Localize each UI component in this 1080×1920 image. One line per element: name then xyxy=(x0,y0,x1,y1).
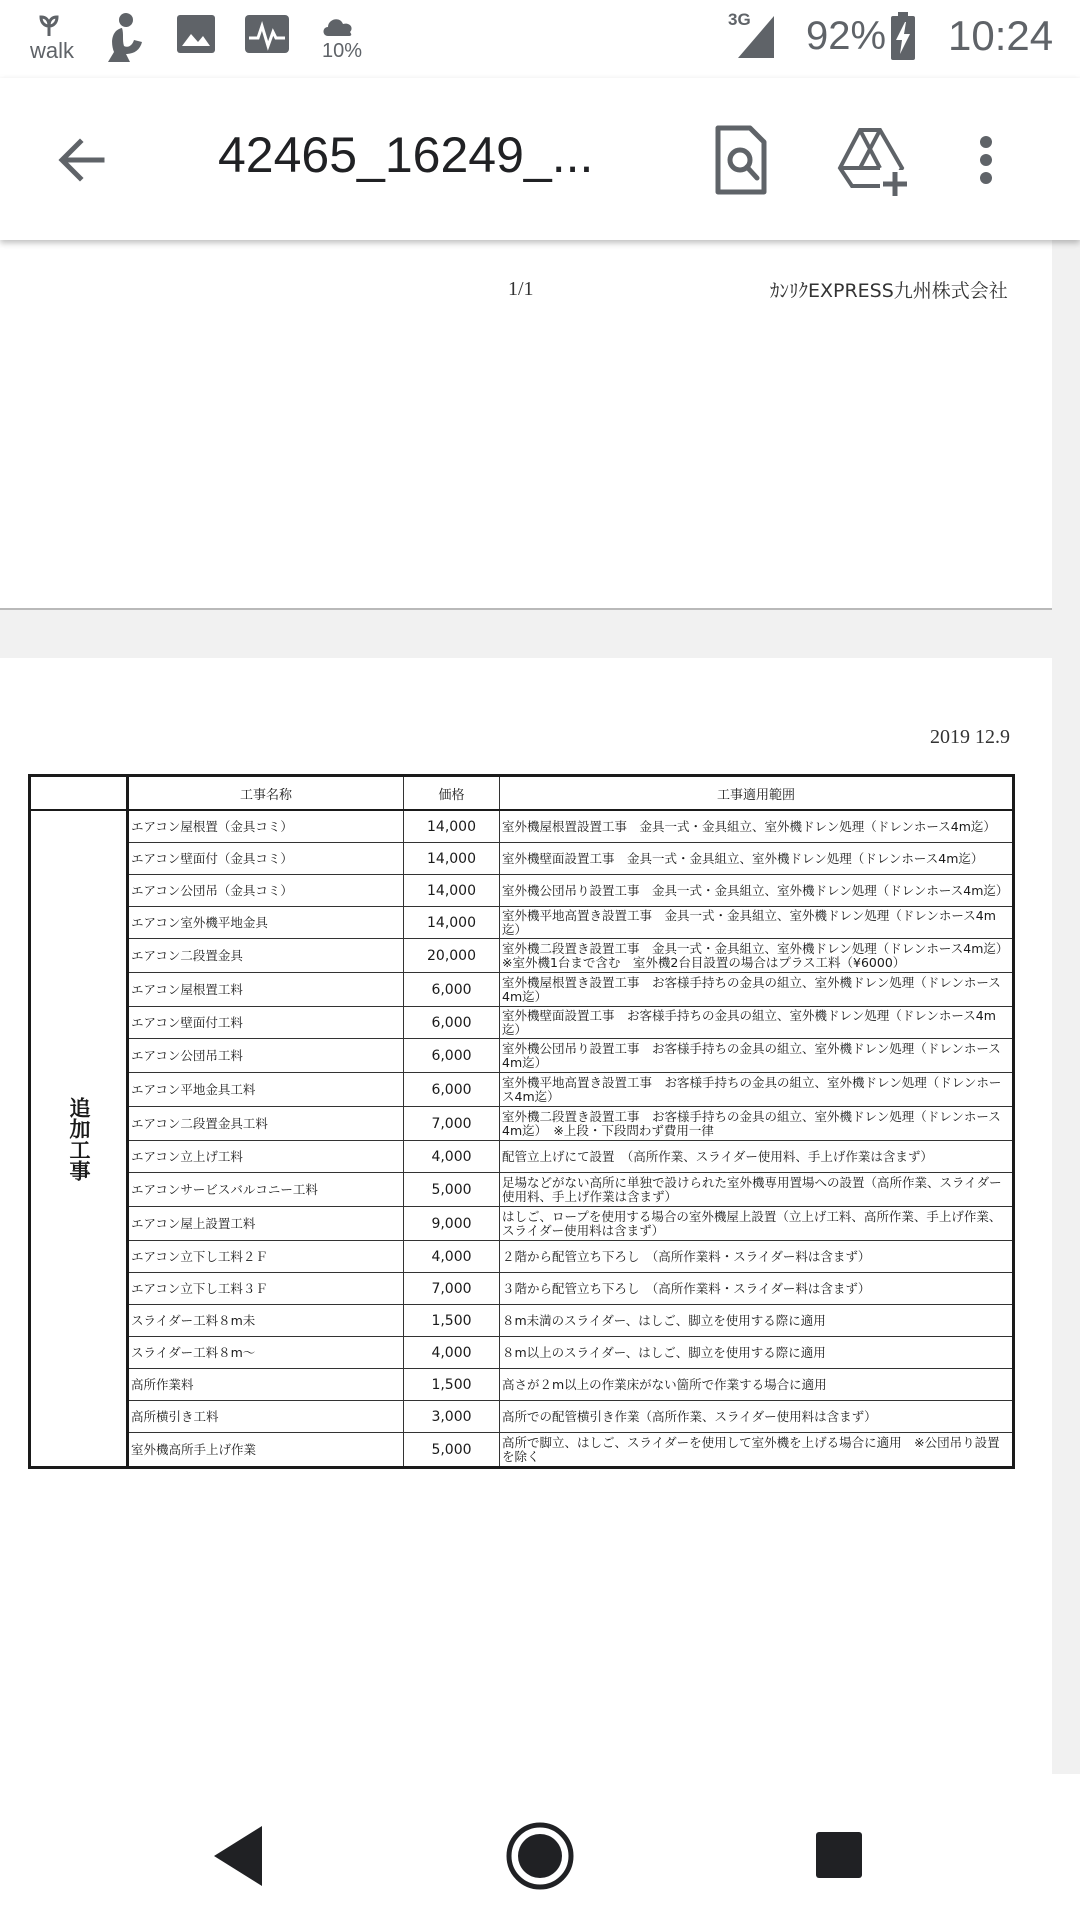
price-cell: 4,000 xyxy=(404,1141,500,1173)
table-row xyxy=(30,1369,1014,1401)
battery-charging-icon xyxy=(890,12,916,60)
scope-cell: 室外機平地高置き設置工事 金具一式・金具組立、室外機ドレン処理（ドレンホース4m迄） xyxy=(500,907,1014,939)
table-row xyxy=(30,1073,1014,1107)
table-row xyxy=(30,1141,1014,1173)
price-cell: 9,000 xyxy=(404,1207,500,1241)
app-bar xyxy=(0,78,1080,240)
status-bar xyxy=(0,0,1080,78)
price-cell: 7,000 xyxy=(404,1273,500,1305)
category-label: 追加工事 xyxy=(67,1096,91,1181)
work-name-cell: 室外機高所手上げ作業 xyxy=(128,1433,404,1468)
scope-cell: 室外機公団吊り設置工事 金具一式・金具組立、室外機ドレン処理（ドレンホース4m迄） xyxy=(500,875,1014,907)
scope-cell: ８m未満のスライダー、はしご、脚立を使用する際に適用 xyxy=(500,1305,1014,1337)
table-row xyxy=(30,907,1014,939)
scope-cell: 室外機二段置き設置工事 金具一式・金具組立、室外機ドレン処理（ドレンホース4m迄）※室外機1台まで含む 室外機2台目設置の場合はプラス工料（¥6000） xyxy=(500,939,1014,973)
gallery-icon xyxy=(176,14,216,54)
document-title: 42465_16249_... xyxy=(218,127,594,183)
table-row xyxy=(30,1173,1014,1207)
current-page xyxy=(0,658,1052,1774)
price-table xyxy=(28,774,1015,1469)
price-cell: 14,000 xyxy=(404,875,500,907)
price-cell: 14,000 xyxy=(404,907,500,939)
table-header-row xyxy=(30,776,1014,811)
category-cell xyxy=(30,810,128,1468)
nav-recents-icon[interactable] xyxy=(800,1816,880,1896)
scope-cell: 室外機二段置き設置工事 お客様手持ちの金具の組立、室外機ドレン処理（ドレンホース4m迄） ※上段・下段問わず費用一律 xyxy=(500,1107,1014,1141)
navigation-bar xyxy=(0,1774,1080,1920)
table-row xyxy=(30,1305,1014,1337)
document-date: 2019 12.9 xyxy=(930,726,1010,748)
table-row xyxy=(30,875,1014,907)
scope-cell: 室外機公団吊り設置工事 お客様手持ちの金具の組立、室外機ドレン処理（ドレンホース4m迄） xyxy=(500,1039,1014,1073)
scope-cell: 高所での配管横引き作業（高所作業、スライダー使用料は含まず） xyxy=(500,1401,1014,1433)
work-name-cell: エアコンサービスバルコニー工料 xyxy=(128,1173,404,1207)
page-number: 1/1 xyxy=(508,278,534,300)
table-row xyxy=(30,1337,1014,1369)
more-vert-icon[interactable] xyxy=(966,120,1006,200)
walk-icon xyxy=(36,14,62,38)
scope-cell: 室外機平地高置き設置工事 お客様手持ちの金具の組立、室外機ドレン処理（ドレンホース4m迄） xyxy=(500,1073,1014,1107)
price-cell: 1,500 xyxy=(404,1305,500,1337)
nav-home-icon[interactable] xyxy=(500,1816,580,1896)
work-name-cell: エアコン壁面付工料 xyxy=(128,1007,404,1039)
work-name-cell: エアコン二段置金具工料 xyxy=(128,1107,404,1141)
table-row xyxy=(30,1107,1014,1141)
work-name-cell: スライダー工料８m未 xyxy=(128,1305,404,1337)
work-name-cell: 高所横引き工料 xyxy=(128,1401,404,1433)
scope-cell: ２階から配管立ち下ろし （高所作業料・スライダー料は含まず） xyxy=(500,1241,1014,1273)
work-name-cell: エアコン公団吊（金具コミ） xyxy=(128,875,404,907)
price-cell: 20,000 xyxy=(404,939,500,973)
scope-cell: ３階から配管立ち下ろし （高所作業料・スライダー料は含まず） xyxy=(500,1273,1014,1305)
arrow-back-icon[interactable] xyxy=(52,130,112,190)
table-row xyxy=(30,1207,1014,1241)
work-name-cell: エアコン屋上設置工料 xyxy=(128,1207,404,1241)
table-row xyxy=(30,843,1014,875)
price-cell: 6,000 xyxy=(404,1073,500,1107)
battery-percent: 92% xyxy=(806,14,887,58)
table-row xyxy=(30,1039,1014,1073)
previous-page xyxy=(0,240,1052,610)
price-cell: 6,000 xyxy=(404,1039,500,1073)
work-name-cell: エアコン立上げ工料 xyxy=(128,1141,404,1173)
nav-back-icon[interactable] xyxy=(200,1816,280,1896)
price-cell: 3,000 xyxy=(404,1401,500,1433)
table-row xyxy=(30,810,1014,843)
document-viewer[interactable] xyxy=(0,240,1080,1774)
scope-cell: ８m以上のスライダー、はしご、脚立を使用する際に適用 xyxy=(500,1337,1014,1369)
table-row xyxy=(30,939,1014,973)
price-cell: 4,000 xyxy=(404,1241,500,1273)
scope-cell: 配管立上げにて設置 （高所作業、スライダー使用料、手上げ作業は含まず） xyxy=(500,1141,1014,1173)
clock-time: 10:24 xyxy=(948,12,1054,59)
health-monitor-icon xyxy=(244,14,290,54)
find-in-page-icon[interactable] xyxy=(700,120,780,200)
table-row xyxy=(30,973,1014,1007)
price-cell: 6,000 xyxy=(404,1007,500,1039)
drive-add-icon[interactable] xyxy=(832,120,912,200)
exercise-icon xyxy=(100,12,148,64)
price-cell: 14,000 xyxy=(404,843,500,875)
header-work-name: 工事名称 xyxy=(128,776,404,811)
price-cell: 5,000 xyxy=(404,1433,500,1468)
table-row xyxy=(30,1433,1014,1468)
scope-cell: 高所で脚立、はしご、スライダーを使用して室外機を上げる場合に適用 ※公団吊り設置を除く xyxy=(500,1433,1014,1468)
work-name-cell: エアコン平地金具工料 xyxy=(128,1073,404,1107)
work-name-cell: スライダー工料８m～ xyxy=(128,1337,404,1369)
scope-cell: 室外機壁面設置工事 お客様手持ちの金具の組立、室外機ドレン処理（ドレンホース4m迄） xyxy=(500,1007,1014,1039)
header-price: 価格 xyxy=(404,776,500,811)
table-row xyxy=(30,1007,1014,1039)
signal-icon xyxy=(736,14,776,58)
work-name-cell: エアコン二段置金具 xyxy=(128,939,404,973)
work-name-cell: エアコン屋根置（金具コミ） xyxy=(128,810,404,843)
work-name-cell: エアコン公団吊工料 xyxy=(128,1039,404,1073)
walk-label: walk xyxy=(30,38,75,63)
company-name: ｶﾝﾘｸEXPRESS九州株式会社 xyxy=(770,280,1008,302)
scope-cell: 室外機屋根置き設置工事 お客様手持ちの金具の組立、室外機ドレン処理（ドレンホース4m迄） xyxy=(500,973,1014,1007)
scope-cell: 室外機壁面設置工事 金具一式・金具組立、室外機ドレン処理（ドレンホース4m迄） xyxy=(500,843,1014,875)
header-category xyxy=(30,776,128,811)
table-row xyxy=(30,1241,1014,1273)
price-cell: 7,000 xyxy=(404,1107,500,1141)
scope-cell: 室外機屋根置設置工事 金具一式・金具組立、室外機ドレン処理（ドレンホース4m迄） xyxy=(500,810,1014,843)
price-cell: 1,500 xyxy=(404,1369,500,1401)
scope-cell: 高さが２m以上の作業床がない箇所で作業する場合に適用 xyxy=(500,1369,1014,1401)
table-row xyxy=(30,1273,1014,1305)
weather-percent: 10% xyxy=(322,40,363,62)
category-label-wrap xyxy=(33,811,124,1466)
table-row xyxy=(30,1401,1014,1433)
work-name-cell: エアコン屋根置工料 xyxy=(128,973,404,1007)
weather-icon xyxy=(320,14,356,38)
work-name-cell: 高所作業料 xyxy=(128,1369,404,1401)
scope-cell: はしご、ロープを使用する場合の室外機屋上設置（立上げ工料、高所作業、手上げ作業、スライダー使用料は含まず） xyxy=(500,1207,1014,1241)
price-cell: 14,000 xyxy=(404,810,500,843)
scope-cell: 足場などがない高所に単独で設けられた室外機専用置場への設置（高所作業、スライダー使用料、手上げ作業は含まず） xyxy=(500,1173,1014,1207)
price-cell: 5,000 xyxy=(404,1173,500,1207)
work-name-cell: エアコン立下し工料３Ｆ xyxy=(128,1273,404,1305)
price-cell: 4,000 xyxy=(404,1337,500,1369)
network-type: 3G xyxy=(728,10,751,29)
price-cell: 6,000 xyxy=(404,973,500,1007)
work-name-cell: エアコン壁面付（金具コミ） xyxy=(128,843,404,875)
work-name-cell: エアコン室外機平地金具 xyxy=(128,907,404,939)
header-scope: 工事適用範囲 xyxy=(500,776,1014,811)
work-name-cell: エアコン立下し工料２Ｆ xyxy=(128,1241,404,1273)
